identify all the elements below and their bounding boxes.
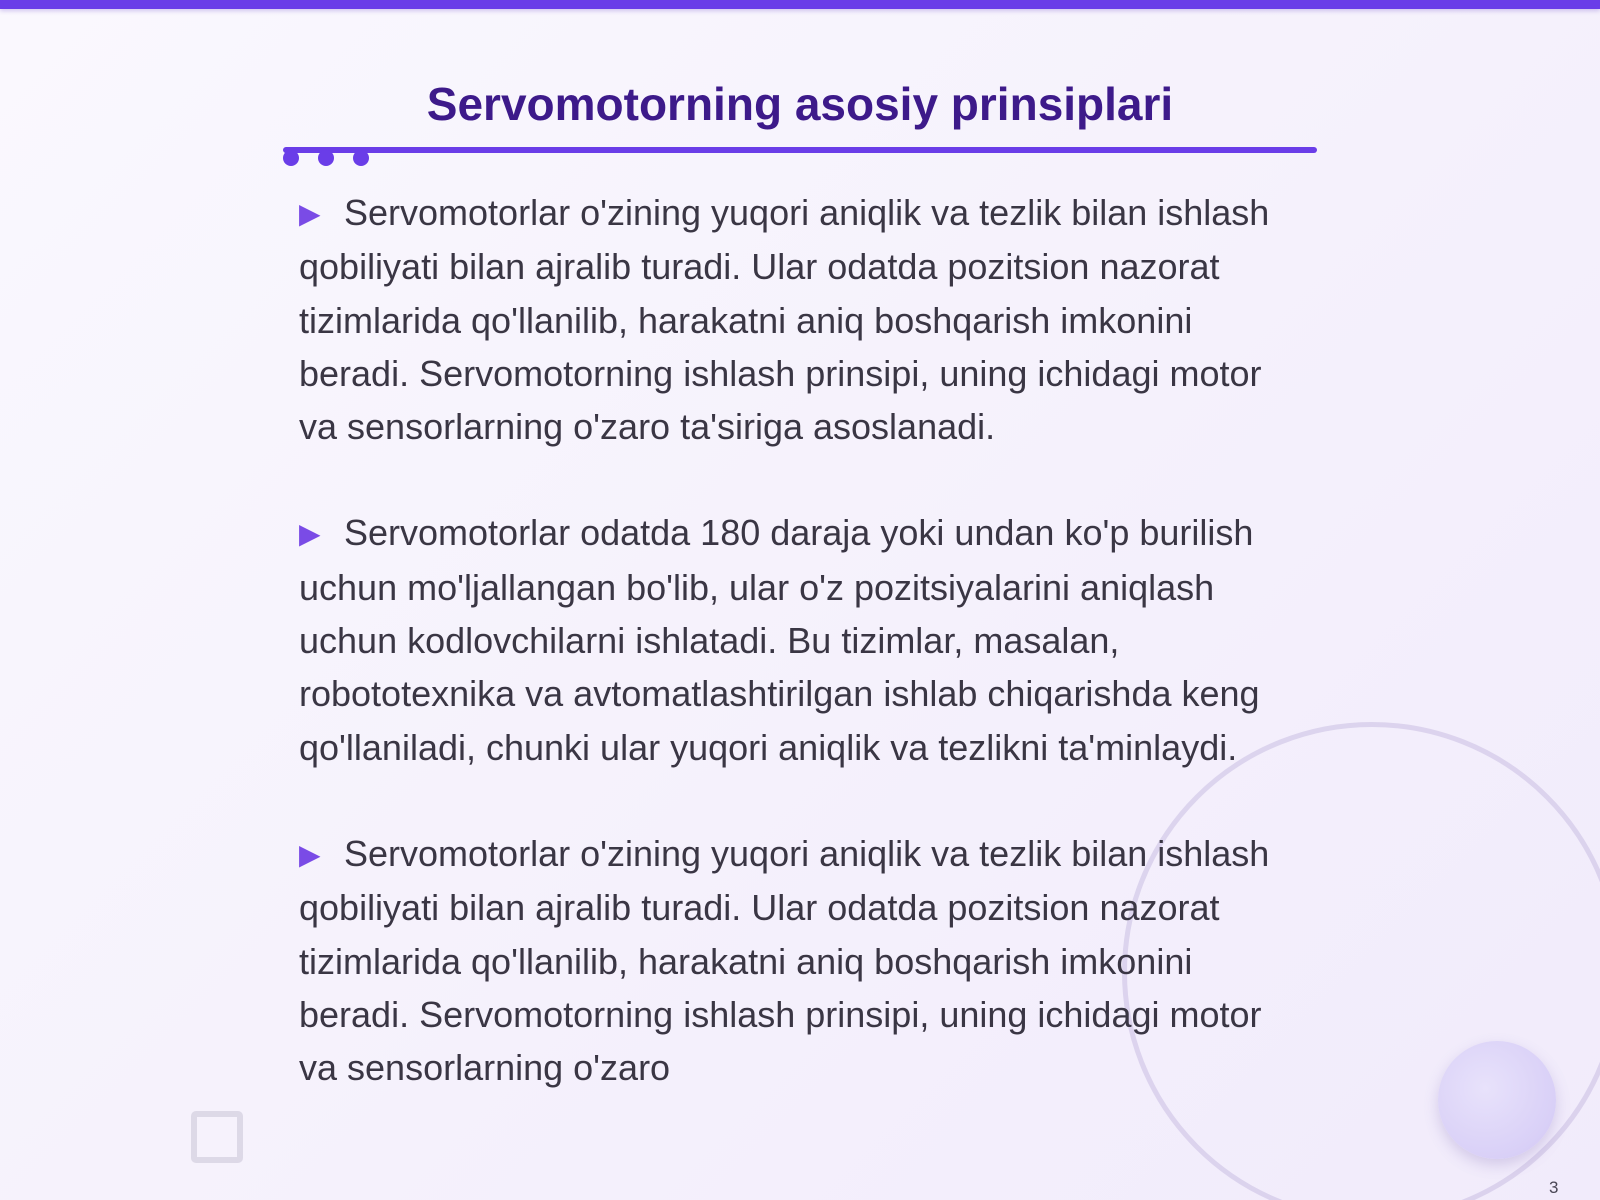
bullet-text: Servomotorlar o'zining yuqori aniqlik va tezlik bilan ishlash qobiliyati bilan ajralib turadi. Ular odatda pozitsion nazorat tizimlarida qo'llanilib, harakatni aniq boshqarish imkonini beradi. Servomotorning ishlash prinsipi, uning ichidagi motor va sensorlarning o'zaro [299, 832, 1270, 1089]
bullet-text: Servomotorlar o'zining yuqori aniqlik va tezlik bilan ishlash qobiliyati bilan ajralib turadi. Ular odatda pozitsion nazorat tizimlarida qo'llanilib, harakatni aniq boshqarish imkonini beradi. Servomotorning ishlash prinsipi, uning ichidagi motor va sensorlarning o'zaro ta'siriga asoslanadi. [299, 192, 1270, 448]
slide-title: Servomotorning asosiy prinsiplari [426, 78, 1174, 130]
decorative-square-outline [191, 1111, 243, 1163]
bullet-text: Servomotorlar odatda 180 daraja yoki undan ko'p burilish uchun mo'ljallangan bo'lib, ular o'z pozitsiyalarini aniqlash uchun kodlovchilarni ishlatadi. Bu tizimlar, masalan, robototexnika va avtomatlashtirilgan ishlab chiqarishda keng qo'llaniladi, chunki ular yuqori aniqlik va tezlikni ta'minlaydi. [299, 512, 1260, 768]
bullet-list [299, 186, 1309, 1147]
triangle-bullet-icon: ▶ [299, 198, 321, 229]
decorative-circle-fill [1438, 1041, 1556, 1159]
decorative-dot [353, 150, 369, 166]
page-number: 3 [1549, 1178, 1559, 1197]
bullet-item [299, 506, 1309, 773]
triangle-bullet-icon: ▶ [299, 518, 321, 550]
decorative-dot [318, 150, 334, 166]
top-accent-bar [0, 0, 1600, 9]
triangle-bullet-icon: ▶ [299, 838, 321, 870]
decorative-dot [283, 150, 299, 166]
bullet-item [299, 827, 1309, 1094]
bullet-item [299, 186, 1309, 453]
title-underline [283, 147, 1317, 153]
